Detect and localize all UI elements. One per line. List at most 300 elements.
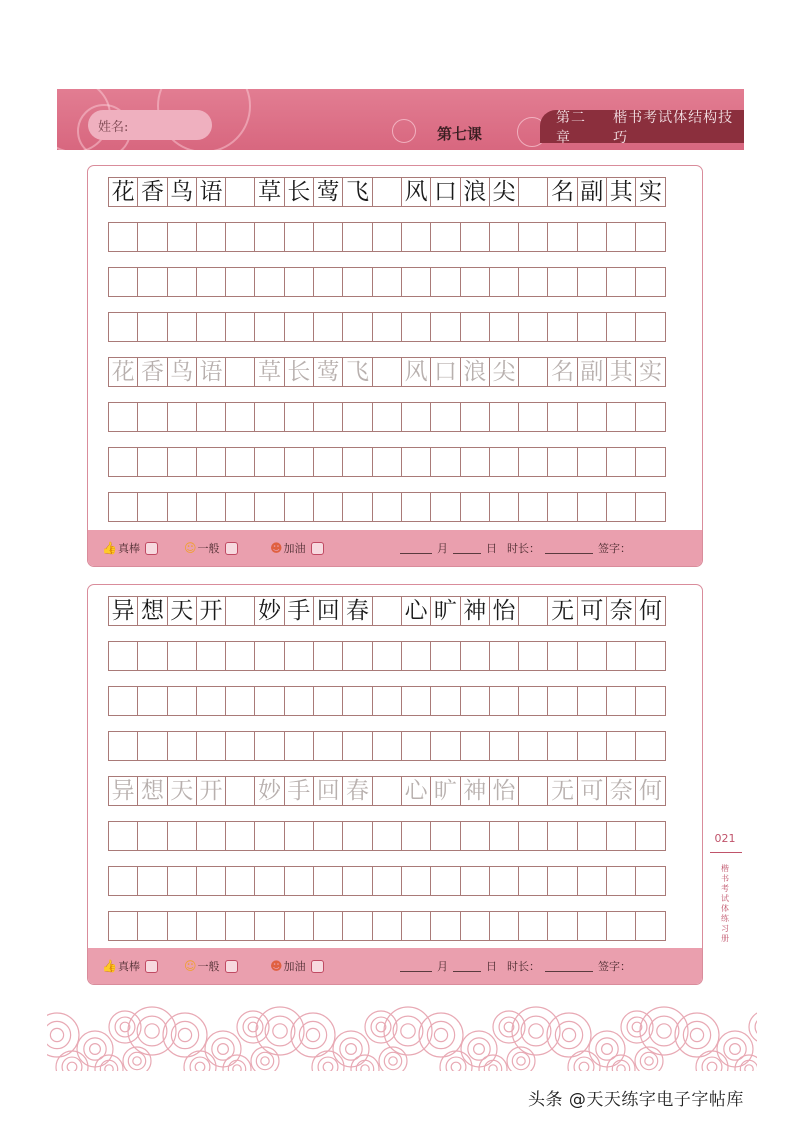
- grid-cell[interactable]: [547, 731, 577, 761]
- grid-cell[interactable]: [518, 402, 548, 432]
- grid-cell[interactable]: [284, 686, 314, 716]
- month-blank[interactable]: [400, 960, 432, 972]
- grid-cell: 草: [254, 357, 284, 387]
- rating-great-checkbox[interactable]: [145, 542, 158, 555]
- grid-cell[interactable]: [489, 911, 519, 941]
- grid-cell: 语: [196, 177, 226, 207]
- grid-cell[interactable]: [313, 641, 343, 671]
- grid-cell[interactable]: [137, 267, 167, 297]
- grid-cell: 妙: [254, 596, 284, 626]
- grid-cell[interactable]: [313, 686, 343, 716]
- grid-cell: [518, 776, 548, 806]
- grid-cell[interactable]: [606, 402, 636, 432]
- grid-cell[interactable]: [577, 911, 607, 941]
- grid-cell[interactable]: [108, 866, 138, 896]
- practice-row: [108, 222, 666, 252]
- cloud-pattern-decoration: [47, 1003, 757, 1071]
- grid-cell[interactable]: [108, 492, 138, 522]
- grid-cell[interactable]: [342, 686, 372, 716]
- grid-cell[interactable]: [254, 222, 284, 252]
- day-label: 日: [486, 960, 497, 973]
- trace-row: [108, 776, 666, 806]
- grid-cell[interactable]: [635, 222, 665, 252]
- grid-cell[interactable]: [635, 911, 665, 941]
- rating-ok-label: 一般: [197, 960, 220, 973]
- rating-ok-checkbox[interactable]: [225, 542, 238, 555]
- grid-cell[interactable]: [547, 222, 577, 252]
- grid-cell[interactable]: [547, 402, 577, 432]
- grid-cell: 实: [635, 357, 665, 387]
- cheer-face-icon: ☻: [270, 959, 283, 973]
- rating-try-checkbox[interactable]: [311, 542, 324, 555]
- grid-cell[interactable]: [547, 447, 577, 477]
- grid-cell[interactable]: [254, 911, 284, 941]
- grid-cell[interactable]: [313, 492, 343, 522]
- grid-cell[interactable]: [137, 222, 167, 252]
- grid-cell[interactable]: [518, 686, 548, 716]
- grid-cell[interactable]: [284, 911, 314, 941]
- grid-cell[interactable]: [313, 821, 343, 851]
- grid-cell[interactable]: [342, 731, 372, 761]
- grid-cell[interactable]: [372, 492, 402, 522]
- grid-cell: 天: [167, 596, 197, 626]
- grid-cell[interactable]: [606, 821, 636, 851]
- grid-cell: 莺: [313, 357, 343, 387]
- grid-cell: 回: [313, 596, 343, 626]
- grid-cell[interactable]: [254, 821, 284, 851]
- grid-cell[interactable]: [284, 222, 314, 252]
- grid-cell[interactable]: [577, 222, 607, 252]
- grid-cell[interactable]: [372, 866, 402, 896]
- grid-cell[interactable]: [372, 222, 402, 252]
- cheer-face-icon: ☻: [270, 541, 283, 555]
- grid-cell[interactable]: [196, 911, 226, 941]
- grid-cell[interactable]: [518, 821, 548, 851]
- grid-cell[interactable]: [518, 312, 548, 342]
- grid-cell[interactable]: [225, 731, 255, 761]
- grid-cell[interactable]: [577, 731, 607, 761]
- grid-cell[interactable]: [577, 492, 607, 522]
- rating-ok[interactable]: [184, 540, 238, 556]
- grid-cell[interactable]: [254, 267, 284, 297]
- grid-cell[interactable]: [196, 402, 226, 432]
- grid-cell[interactable]: [372, 731, 402, 761]
- grid-cell[interactable]: [401, 222, 431, 252]
- grid-cell[interactable]: [108, 731, 138, 761]
- grid-cell[interactable]: [342, 222, 372, 252]
- grid-cell[interactable]: [313, 447, 343, 477]
- grid-cell[interactable]: [430, 686, 460, 716]
- grid-cell[interactable]: [167, 312, 197, 342]
- grid-cell: 奈: [606, 596, 636, 626]
- grid-cell[interactable]: [284, 731, 314, 761]
- grid-cell[interactable]: [284, 641, 314, 671]
- grid-cell[interactable]: [167, 492, 197, 522]
- grid-cell[interactable]: [547, 267, 577, 297]
- grid-cell[interactable]: [137, 731, 167, 761]
- grid-cell: 莺: [313, 177, 343, 207]
- grid-cell[interactable]: [460, 911, 490, 941]
- grid-cell[interactable]: [284, 447, 314, 477]
- grid-cell: 异: [108, 776, 138, 806]
- page-header: [57, 89, 744, 150]
- grid-cell[interactable]: [342, 312, 372, 342]
- curl-decoration: [392, 119, 416, 143]
- grid-cell: 春: [342, 596, 372, 626]
- grid-cell[interactable]: [167, 447, 197, 477]
- grid-cell[interactable]: [167, 731, 197, 761]
- grid-cell[interactable]: [372, 267, 402, 297]
- grid-cell[interactable]: [577, 402, 607, 432]
- grid-cell[interactable]: [313, 866, 343, 896]
- grid-cell: 其: [606, 177, 636, 207]
- grid-cell[interactable]: [460, 312, 490, 342]
- grid-cell[interactable]: [225, 821, 255, 851]
- model-row: [108, 177, 666, 207]
- grid-cell[interactable]: [167, 402, 197, 432]
- grid-cell[interactable]: [108, 686, 138, 716]
- grid-cell[interactable]: [254, 492, 284, 522]
- grid-cell[interactable]: [284, 402, 314, 432]
- grid-cell[interactable]: [518, 447, 548, 477]
- grid-cell[interactable]: [313, 731, 343, 761]
- grid-cell[interactable]: [196, 686, 226, 716]
- grid-cell: 神: [460, 776, 490, 806]
- grid-cell[interactable]: [606, 492, 636, 522]
- grid-cell[interactable]: [167, 821, 197, 851]
- grid-cell[interactable]: [372, 402, 402, 432]
- grid-cell: 何: [635, 596, 665, 626]
- grid-cell: 旷: [430, 776, 460, 806]
- duration-blank[interactable]: [545, 960, 593, 972]
- grid-cell[interactable]: [108, 447, 138, 477]
- evaluation-footer: [88, 530, 702, 566]
- grid-cell[interactable]: [284, 492, 314, 522]
- grid-cell[interactable]: [196, 866, 226, 896]
- duration-label: 时长：: [507, 542, 540, 555]
- grid-cell[interactable]: [108, 911, 138, 941]
- day-blank[interactable]: [453, 960, 481, 972]
- grid-cell[interactable]: [254, 402, 284, 432]
- rating-try-checkbox[interactable]: [311, 960, 324, 973]
- grid-cell[interactable]: [137, 312, 167, 342]
- grid-cell[interactable]: [635, 641, 665, 671]
- grid-cell[interactable]: [225, 641, 255, 671]
- grid-cell[interactable]: [196, 222, 226, 252]
- grid-cell[interactable]: [460, 731, 490, 761]
- grid-cell[interactable]: [108, 821, 138, 851]
- grid-cell[interactable]: [401, 312, 431, 342]
- grid-cell[interactable]: [430, 821, 460, 851]
- grid-cell[interactable]: [137, 821, 167, 851]
- grid-cell[interactable]: [606, 686, 636, 716]
- grid-cell[interactable]: [489, 447, 519, 477]
- grid-cell[interactable]: [430, 641, 460, 671]
- grid-cell[interactable]: [489, 866, 519, 896]
- grid-cell[interactable]: [372, 821, 402, 851]
- signature-label: 签字：: [598, 960, 631, 973]
- grid-cell[interactable]: [108, 312, 138, 342]
- grid-cell[interactable]: [137, 866, 167, 896]
- grid-cell[interactable]: [489, 641, 519, 671]
- grid-cell[interactable]: [489, 686, 519, 716]
- grid-cell[interactable]: [635, 312, 665, 342]
- grid-cell[interactable]: [489, 222, 519, 252]
- grid-cell[interactable]: [372, 447, 402, 477]
- grid-cell[interactable]: [196, 731, 226, 761]
- grid-cell[interactable]: [401, 641, 431, 671]
- grid-cell[interactable]: [577, 821, 607, 851]
- practice-row: [108, 312, 666, 342]
- grid-cell[interactable]: [430, 731, 460, 761]
- grid-cell: 风: [401, 177, 431, 207]
- grid-cell[interactable]: [635, 447, 665, 477]
- grid-cell[interactable]: [577, 641, 607, 671]
- grid-cell[interactable]: [460, 821, 490, 851]
- rating-try[interactable]: [270, 958, 324, 974]
- grid-cell[interactable]: [137, 492, 167, 522]
- grid-cell[interactable]: [401, 731, 431, 761]
- grid-cell[interactable]: [401, 402, 431, 432]
- grid-cell[interactable]: [635, 492, 665, 522]
- grid-cell[interactable]: [254, 641, 284, 671]
- grid-cell[interactable]: [372, 686, 402, 716]
- grid-cell[interactable]: [225, 267, 255, 297]
- grid-cell[interactable]: [489, 267, 519, 297]
- grid-cell[interactable]: [606, 641, 636, 671]
- grid-cell: [225, 596, 255, 626]
- grid-cell[interactable]: [254, 447, 284, 477]
- grid-cell[interactable]: [372, 641, 402, 671]
- grid-cell[interactable]: [430, 866, 460, 896]
- grid-cell[interactable]: [137, 686, 167, 716]
- grid-cell[interactable]: [547, 911, 577, 941]
- duration-label: 时长：: [507, 960, 540, 973]
- grid-cell[interactable]: [196, 447, 226, 477]
- grid-cell[interactable]: [137, 402, 167, 432]
- grid-cell[interactable]: [284, 866, 314, 896]
- grid-cell[interactable]: [342, 492, 372, 522]
- grid-cell[interactable]: [606, 447, 636, 477]
- grid-cell[interactable]: [518, 222, 548, 252]
- grid-cell[interactable]: [460, 402, 490, 432]
- grid-cell[interactable]: [460, 686, 490, 716]
- grid-cell[interactable]: [108, 222, 138, 252]
- grid-cell: 怡: [489, 776, 519, 806]
- grid-cell[interactable]: [635, 866, 665, 896]
- grid-cell[interactable]: [401, 686, 431, 716]
- grid-cell[interactable]: [313, 402, 343, 432]
- name-field[interactable]: [88, 110, 212, 140]
- grid-cell[interactable]: [577, 312, 607, 342]
- grid-cell: [518, 357, 548, 387]
- grid-cell[interactable]: [401, 267, 431, 297]
- grid-cell[interactable]: [547, 866, 577, 896]
- grid-cell: 飞: [342, 357, 372, 387]
- grid-cell[interactable]: [489, 402, 519, 432]
- watermark: 头条 @天天练字电子字帖库: [528, 1090, 744, 1110]
- grid-cell[interactable]: [489, 492, 519, 522]
- grid-cell[interactable]: [635, 731, 665, 761]
- grid-cell[interactable]: [167, 911, 197, 941]
- duration-blank[interactable]: [545, 542, 593, 554]
- grid-cell[interactable]: [577, 866, 607, 896]
- grid-cell[interactable]: [342, 641, 372, 671]
- grid-cell[interactable]: [137, 447, 167, 477]
- rating-ok-checkbox[interactable]: [225, 960, 238, 973]
- grid-cell[interactable]: [254, 866, 284, 896]
- grid-cell[interactable]: [547, 641, 577, 671]
- grid-cell[interactable]: [460, 866, 490, 896]
- grid-cell[interactable]: [635, 686, 665, 716]
- grid-cell[interactable]: [108, 267, 138, 297]
- grid-cell[interactable]: [430, 222, 460, 252]
- day-blank[interactable]: [453, 542, 481, 554]
- grid-cell[interactable]: [225, 911, 255, 941]
- grid-cell[interactable]: [167, 866, 197, 896]
- grid-cell[interactable]: [284, 821, 314, 851]
- grid-cell: 草: [254, 177, 284, 207]
- grid-cell[interactable]: [372, 312, 402, 342]
- grid-cell[interactable]: [372, 911, 402, 941]
- rating-great[interactable]: [102, 958, 158, 974]
- grid-cell[interactable]: [635, 821, 665, 851]
- smile-face-icon: ☺: [184, 541, 197, 555]
- grid-cell[interactable]: [430, 312, 460, 342]
- grid-cell[interactable]: [167, 267, 197, 297]
- grid-cell[interactable]: [430, 447, 460, 477]
- rating-ok[interactable]: [184, 958, 238, 974]
- grid-cell[interactable]: [518, 866, 548, 896]
- rating-try[interactable]: [270, 540, 324, 556]
- grid-cell[interactable]: [313, 222, 343, 252]
- grid-cell[interactable]: [284, 312, 314, 342]
- grid-cell[interactable]: [606, 312, 636, 342]
- month-blank[interactable]: [400, 542, 432, 554]
- grid-cell[interactable]: [606, 911, 636, 941]
- grid-cell[interactable]: [635, 402, 665, 432]
- grid-cell[interactable]: [196, 312, 226, 342]
- grid-cell[interactable]: [342, 267, 372, 297]
- grid-cell[interactable]: [196, 267, 226, 297]
- grid-cell[interactable]: [108, 641, 138, 671]
- grid-cell[interactable]: [430, 402, 460, 432]
- practice-panel-1: [87, 165, 703, 567]
- grid-cell[interactable]: [401, 492, 431, 522]
- grid-cell[interactable]: [342, 911, 372, 941]
- grid-cell: [518, 177, 548, 207]
- practice-row: [108, 447, 666, 477]
- grid-cell[interactable]: [460, 641, 490, 671]
- grid-cell[interactable]: [547, 312, 577, 342]
- grid-cell[interactable]: [196, 492, 226, 522]
- grid-cell[interactable]: [460, 222, 490, 252]
- grid-cell[interactable]: [254, 686, 284, 716]
- grid-cell[interactable]: [430, 492, 460, 522]
- grid-cell[interactable]: [518, 911, 548, 941]
- grid-cell: 副: [577, 357, 607, 387]
- grid-cell[interactable]: [342, 866, 372, 896]
- grid-cell[interactable]: [313, 911, 343, 941]
- grid-cell[interactable]: [518, 641, 548, 671]
- grid-cell[interactable]: [460, 492, 490, 522]
- grid-cell[interactable]: [489, 821, 519, 851]
- grid-cell[interactable]: [313, 267, 343, 297]
- grid-cell[interactable]: [401, 911, 431, 941]
- grid-cell[interactable]: [460, 267, 490, 297]
- grid-cell[interactable]: [137, 641, 167, 671]
- grid-cell[interactable]: [635, 267, 665, 297]
- grid-cell[interactable]: [577, 447, 607, 477]
- grid-cell: 神: [460, 596, 490, 626]
- grid-cell[interactable]: [547, 821, 577, 851]
- grid-cell[interactable]: [342, 447, 372, 477]
- grid-cell[interactable]: [342, 402, 372, 432]
- grid-cell[interactable]: [460, 447, 490, 477]
- grid-cell[interactable]: [518, 492, 548, 522]
- grid-cell[interactable]: [313, 312, 343, 342]
- grid-cell[interactable]: [225, 686, 255, 716]
- grid-cell[interactable]: [254, 731, 284, 761]
- grid-cell[interactable]: [225, 492, 255, 522]
- grid-cell[interactable]: [577, 686, 607, 716]
- grid-cell[interactable]: [401, 821, 431, 851]
- grid-cell[interactable]: [430, 911, 460, 941]
- grid-cell[interactable]: [606, 731, 636, 761]
- grid-cell: 语: [196, 357, 226, 387]
- grid-cell[interactable]: [196, 641, 226, 671]
- rating-ok-label: 一般: [197, 542, 220, 555]
- grid-cell[interactable]: [430, 267, 460, 297]
- grid-cell: 尖: [489, 177, 519, 207]
- grid-cell[interactable]: [225, 222, 255, 252]
- grid-cell: 开: [196, 596, 226, 626]
- grid-cell[interactable]: [518, 731, 548, 761]
- grid-cell[interactable]: [606, 222, 636, 252]
- grid-cell[interactable]: [489, 731, 519, 761]
- grid-cell[interactable]: [225, 312, 255, 342]
- grid-cell[interactable]: [167, 686, 197, 716]
- grid-cell[interactable]: [342, 821, 372, 851]
- grid-cell[interactable]: [225, 402, 255, 432]
- grid-cell: [225, 177, 255, 207]
- grid-cell[interactable]: [108, 402, 138, 432]
- grid-cell[interactable]: [401, 447, 431, 477]
- grid-cell[interactable]: [547, 686, 577, 716]
- grid-cell: 回: [313, 776, 343, 806]
- grid-cell[interactable]: [518, 267, 548, 297]
- grid-cell[interactable]: [167, 641, 197, 671]
- grid-cell[interactable]: [401, 866, 431, 896]
- grid-cell: 心: [401, 596, 431, 626]
- grid-cell[interactable]: [489, 312, 519, 342]
- grid-cell[interactable]: [167, 222, 197, 252]
- grid-cell[interactable]: [606, 866, 636, 896]
- grid-cell[interactable]: [196, 821, 226, 851]
- grid-cell[interactable]: [606, 267, 636, 297]
- grid-cell[interactable]: [284, 267, 314, 297]
- grid-cell[interactable]: [137, 911, 167, 941]
- grid-cell[interactable]: [225, 866, 255, 896]
- practice-row: [108, 866, 666, 896]
- grid-cell[interactable]: [225, 447, 255, 477]
- grid-cell[interactable]: [547, 492, 577, 522]
- grid-cell[interactable]: [254, 312, 284, 342]
- grid-cell: 想: [137, 596, 167, 626]
- rating-great-checkbox[interactable]: [145, 960, 158, 973]
- rating-great[interactable]: [102, 540, 158, 556]
- grid-cell[interactable]: [577, 267, 607, 297]
